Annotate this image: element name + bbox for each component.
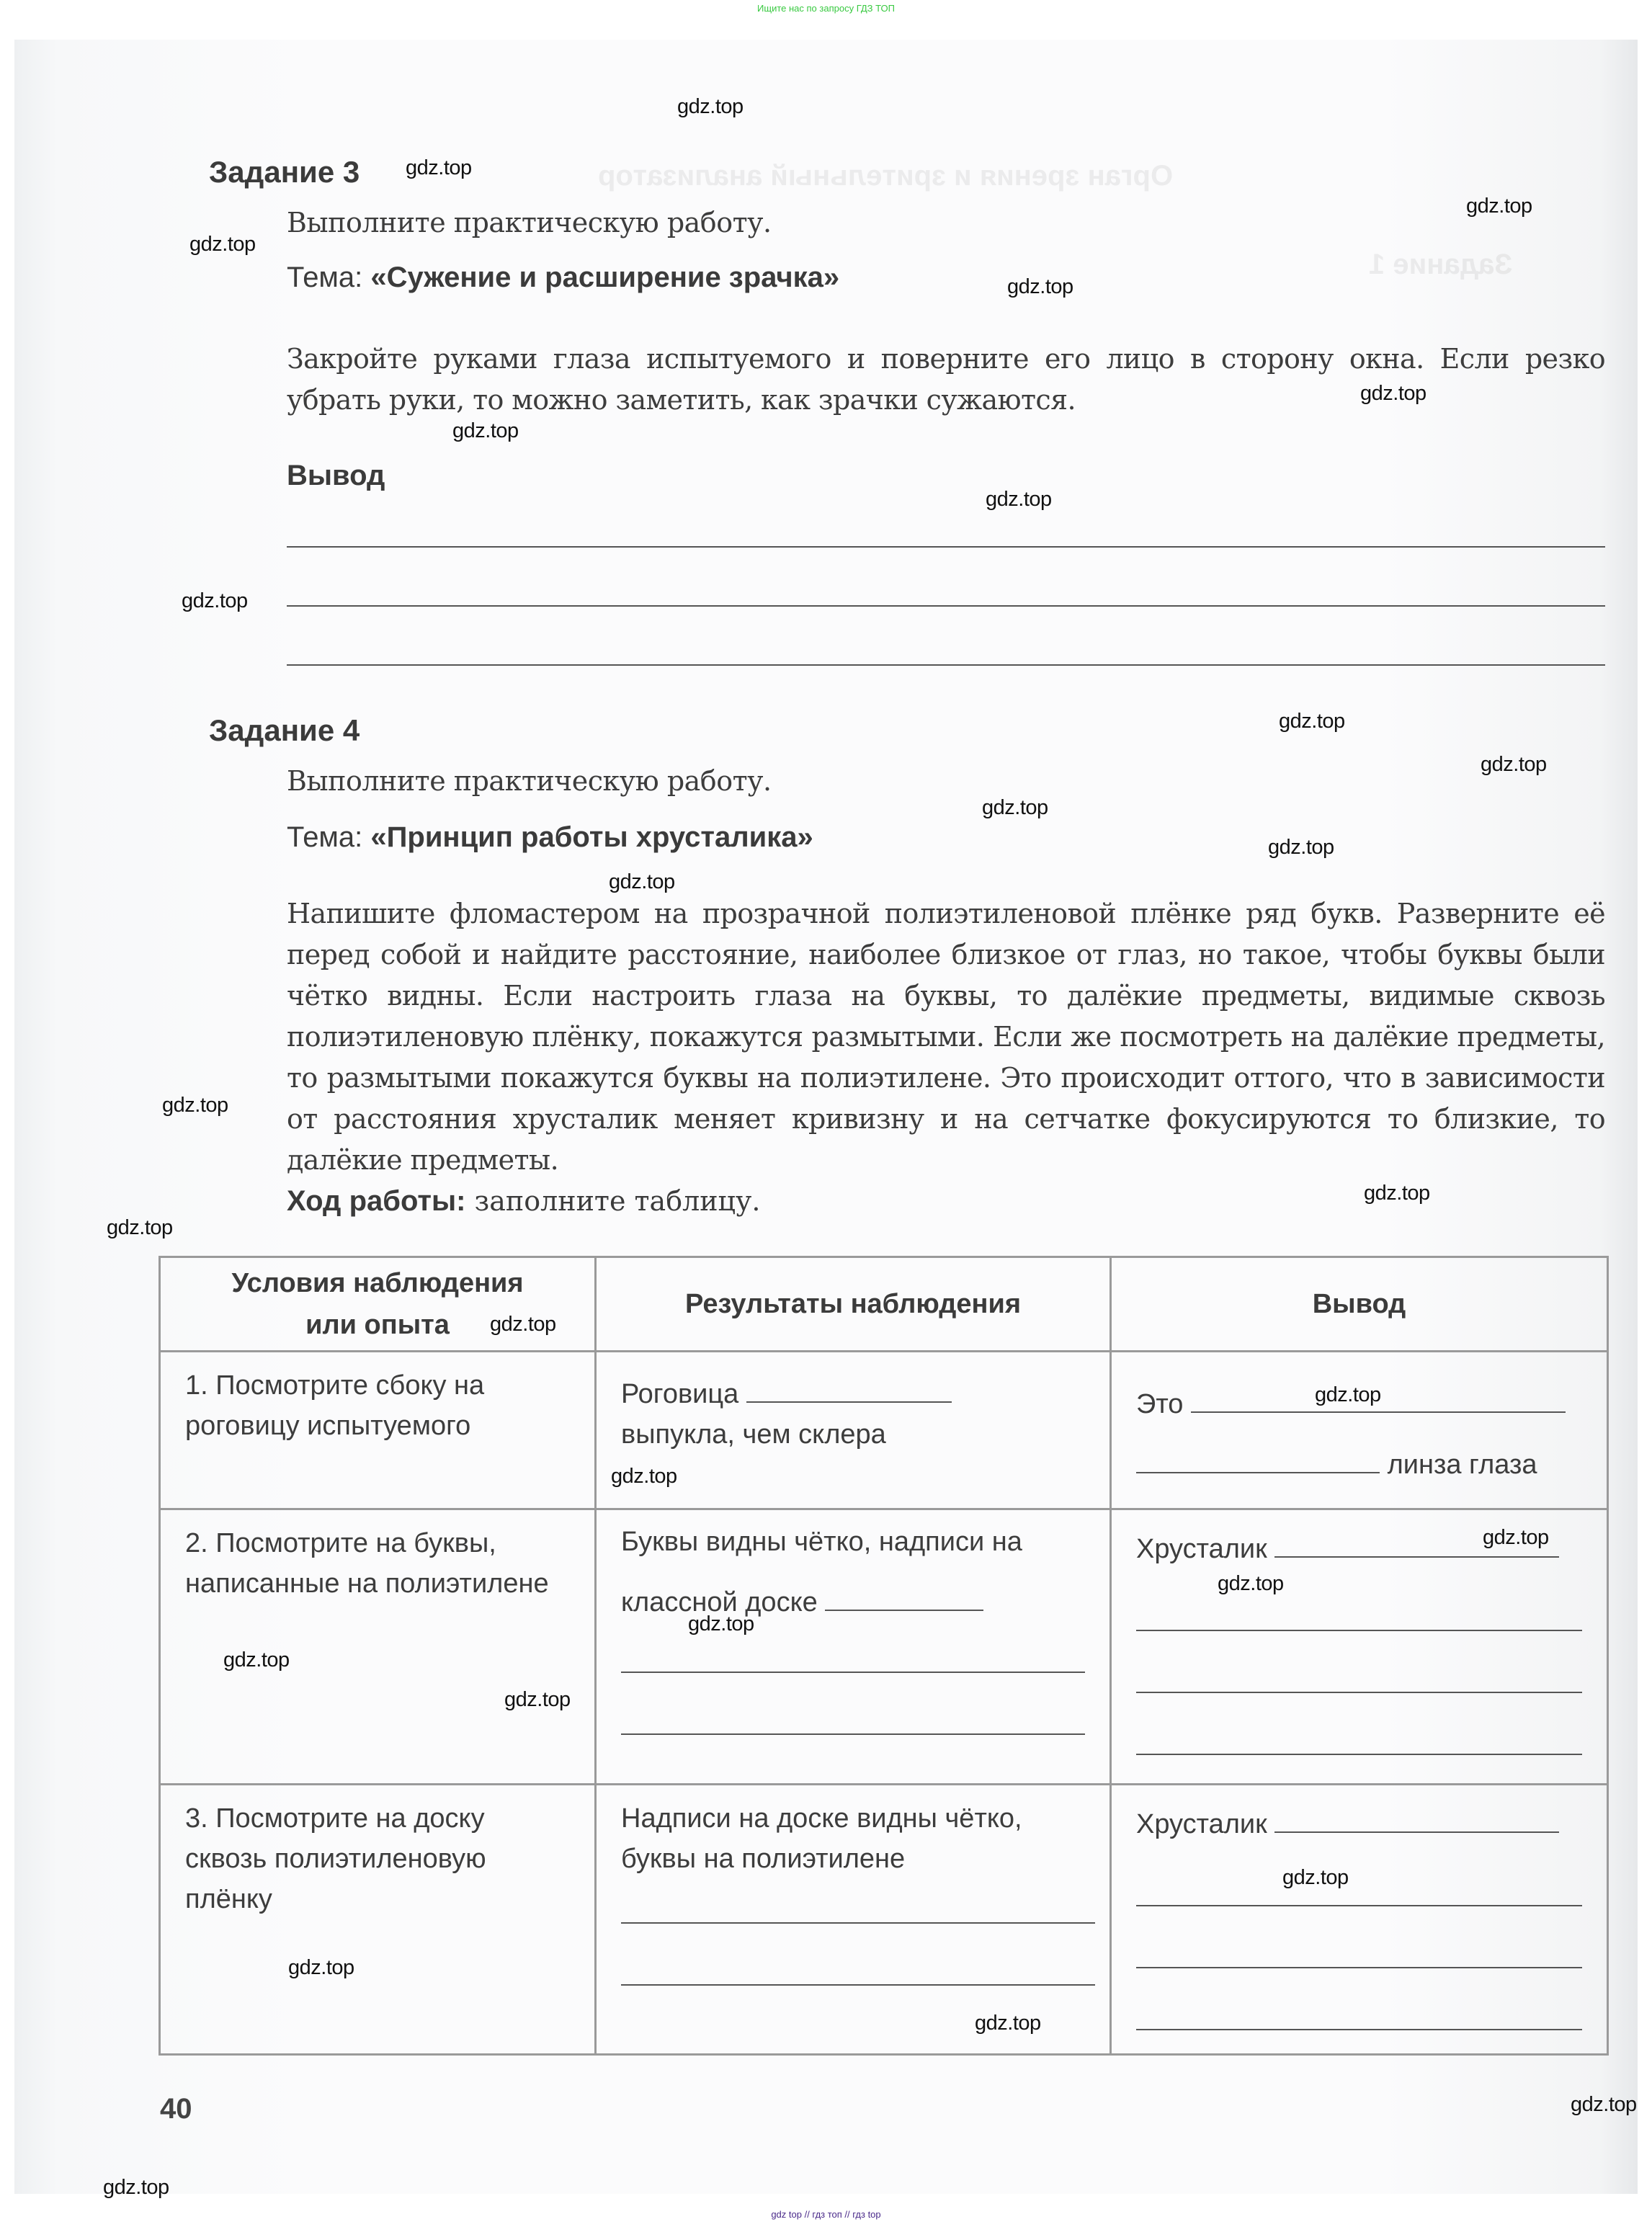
conclusion-line-3[interactable]: [287, 664, 1605, 666]
row3-result-line-2[interactable]: [621, 1983, 1095, 1986]
row2-result: [596, 1509, 1111, 1785]
table-row: [160, 1785, 1608, 2055]
watermark: gdz.top: [1481, 753, 1547, 776]
header-results: Результаты наблюдения: [596, 1257, 1111, 1352]
watermark: gdz.top: [986, 488, 1052, 511]
task4-topic-prefix: Тема:: [287, 821, 371, 853]
row1-conclusion-blank-2[interactable]: [1136, 1450, 1380, 1473]
row3-conclusion-text: Хрусталик: [1136, 1809, 1267, 1839]
row1-conclusion-after: линза глаза: [1387, 1450, 1537, 1480]
watermark: gdz.top: [406, 156, 472, 179]
procedure-label: Ход работы:: [287, 1185, 466, 1217]
watermark: gdz.top: [688, 1612, 754, 1635]
top-banner: Ищите нас по запросу ГДЗ ТОП: [757, 3, 895, 14]
watermark: gdz.top: [982, 796, 1048, 819]
watermark: gdz.top: [1466, 195, 1532, 218]
row2-result-text: Буквы видны чётко, надписи на классной доске: [621, 1527, 1022, 1617]
row2-conclusion-line-2[interactable]: [1136, 1690, 1582, 1693]
watermark: gdz.top: [452, 419, 519, 442]
task3-topic-prefix: Тема:: [287, 262, 371, 293]
procedure-text: заполните таблицу.: [465, 1185, 761, 1217]
watermark: gdz.top: [611, 1465, 677, 1488]
watermark: gdz.top: [182, 589, 248, 612]
watermark: gdz.top: [1571, 2093, 1637, 2116]
row2-condition: 2. Посмотрите на буквы, написанные на полиэтилене: [160, 1509, 596, 1785]
task4-text: Напишите фломастером на прозрачной полиэтиленовой плёнке ряд букв. Разверните её перед собой и найдите расстояние, наиболее близкое от глаз, но такое, чтобы буквы были чётко видны. Если настроить глаза на буквы, то далёкие предметы, видимые сквозь полиэтиленовую плёнку, покажутся размытыми. Если же посмотреть на далёкие предметы, то размытыми покажутся буквы на полиэтилене. Это происходит оттого, что в зависимости от расстояния хрусталик меняет кривизну и на сетчатке фокусируются то близкие, то далёкие предметы.: [287, 898, 1605, 1176]
watermark: gdz.top: [103, 2176, 169, 2199]
conclusion-line-2[interactable]: [287, 605, 1605, 607]
row1-conclusion-before: Это: [1136, 1389, 1184, 1419]
row3-conclusion-blank[interactable]: [1274, 1810, 1559, 1833]
row1-conclusion: [1111, 1352, 1608, 1509]
row3-result-line-1[interactable]: [621, 1921, 1095, 1924]
watermark: gdz.top: [1483, 1526, 1549, 1549]
row3-conclusion-line-3[interactable]: [1136, 2027, 1582, 2030]
task3-topic-name: «Сужение и расширение зрачка»: [370, 262, 840, 293]
page-number: 40: [160, 2093, 192, 2125]
header-conclusion: Вывод: [1111, 1257, 1608, 1352]
row3-result-text: Надписи на доске видны чётко, буквы на полиэтилене: [621, 1803, 1022, 1874]
task4-topic: [287, 821, 813, 854]
row3-condition: 3. Посмотрите на доску сквозь полиэтиленовую плёнку: [160, 1785, 596, 2055]
table-row: [160, 1509, 1608, 1785]
watermark: gdz.top: [490, 1313, 556, 1336]
row1-result-blank[interactable]: [746, 1380, 952, 1403]
watermark: gdz.top: [677, 95, 744, 118]
row2-result-line-2[interactable]: [621, 1732, 1085, 1735]
task4-procedure: [287, 1185, 760, 1218]
task4-title: Задание 4: [209, 713, 360, 747]
task3-title: Задание 3: [209, 155, 360, 189]
row2-result-blank[interactable]: [825, 1588, 983, 1611]
conclusion-line-1[interactable]: [287, 546, 1605, 548]
task3-conclusion-label: Вывод: [287, 460, 385, 491]
row1-result-before: Роговица: [621, 1379, 739, 1409]
row2-result-line-1[interactable]: [621, 1670, 1085, 1673]
observation-table: [158, 1256, 1609, 2056]
table-header-row: [160, 1257, 1608, 1352]
row2-conclusion-line-1[interactable]: [1136, 1628, 1582, 1631]
watermark: gdz.top: [1360, 382, 1426, 405]
row2-conclusion-line-3[interactable]: [1136, 1752, 1582, 1755]
watermark: gdz.top: [162, 1094, 228, 1117]
bleed-through-header: Орган зрения и зрительный анализатор: [598, 160, 1174, 192]
row2-conclusion-text: Хрусталик: [1136, 1534, 1267, 1564]
watermark: gdz.top: [1007, 275, 1073, 298]
watermark: gdz.top: [1282, 1866, 1349, 1889]
row3-conclusion-line-2[interactable]: [1136, 1965, 1582, 1968]
watermark: gdz.top: [1279, 710, 1345, 733]
watermark: gdz.top: [1268, 836, 1334, 859]
task3-text: Закройте руками глаза испытуемого и поверните его лицо в сторону окна. Если резко убрать руки, то можно заметить, как зрачки сужаются.: [287, 343, 1605, 416]
row1-result-after: выпукла, чем склера: [621, 1419, 886, 1450]
watermark: gdz.top: [107, 1216, 173, 1239]
watermark: gdz.top: [189, 233, 256, 256]
watermark: gdz.top: [609, 870, 675, 893]
watermark: gdz.top: [975, 2012, 1041, 2035]
watermark: gdz.top: [1315, 1383, 1381, 1406]
row1-condition: 1. Посмотрите сбоку на роговицу испытуемого: [160, 1352, 596, 1509]
bottom-banner: gdz top // гдз топ // гдз top: [771, 2209, 881, 2220]
watermark: gdz.top: [288, 1956, 354, 1979]
bleed-through-task: Задание 1: [1369, 249, 1513, 280]
task3-instruction: Выполните практическую работу.: [287, 207, 772, 238]
task3-topic: [287, 262, 839, 294]
table-row: [160, 1352, 1608, 1509]
watermark: gdz.top: [1218, 1572, 1284, 1595]
task4-topic-name: «Принцип работы хрусталика»: [370, 821, 813, 853]
row2-conclusion: [1111, 1509, 1608, 1785]
task4-instruction: Выполните практическую работу.: [287, 765, 772, 797]
row3-conclusion: [1111, 1785, 1608, 2055]
header-conditions: Условия наблюдения или опыта: [160, 1257, 596, 1352]
watermark: gdz.top: [504, 1688, 571, 1711]
watermark: gdz.top: [223, 1648, 290, 1672]
row3-conclusion-line-1[interactable]: [1136, 1904, 1582, 1906]
watermark: gdz.top: [1364, 1182, 1430, 1205]
